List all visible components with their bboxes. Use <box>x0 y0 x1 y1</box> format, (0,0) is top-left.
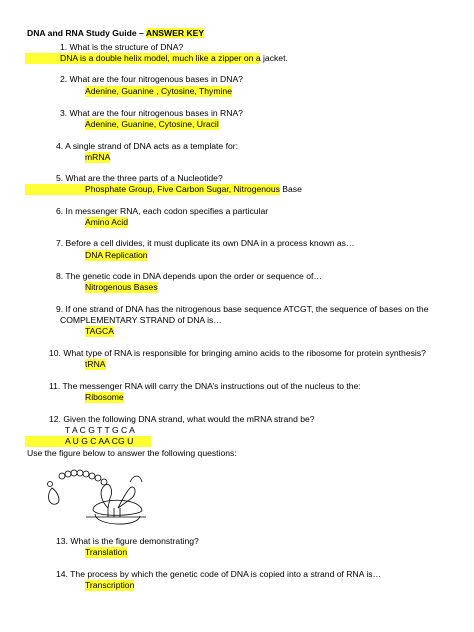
answer-6: Amino Acid <box>85 217 128 227</box>
title-prefix: DNA and RNA Study Guide – <box>27 28 146 38</box>
question-6: 6. In messenger RNA, each codon specifies a particular <box>56 206 269 216</box>
question-2: 2. What are the four nitrogenous bases in DNA? <box>60 74 243 84</box>
question-9-continued: COMPLEMENTARY STRAND of DNA is… <box>60 315 222 325</box>
dna-strand: T A C G T T G C A <box>65 425 135 435</box>
answer-8: Nitrogenous Bases <box>85 282 158 292</box>
question-11: 11. The messenger RNA will carry the DNA’s instructions out of the nucleus to the: <box>49 381 361 391</box>
question-1: 1. What is the structure of DNA? <box>60 42 184 52</box>
answer-9: TAGCA <box>85 326 114 336</box>
answer-2: Adenine, Guanine , Cytosine, Thymine <box>85 86 232 96</box>
answer-11: Ribosome <box>85 392 124 402</box>
answer-12: A U G C AA CG U <box>65 436 134 446</box>
question-14: 14. The process by which the genetic code of DNA is copied into a strand of RNA is… <box>56 569 382 579</box>
figure-intro: Use the figure below to answer the following questions: <box>27 448 237 458</box>
answer-7: DNA Replication <box>85 250 148 260</box>
question-10: 10. What type of RNA is responsible for bringing amino acids to the ribosome for protein synthesis? <box>49 348 426 358</box>
question-12: 12. Given the following DNA strand, what would the mRNA strand be? <box>49 414 315 424</box>
question-3: 3. What are the four nitrogenous bases in RNA? <box>60 108 243 118</box>
answer-14: Transcription <box>85 580 135 590</box>
question-9: 9. If one strand of DNA has the nitrogenous base sequence ATCGT, the sequence of bases on the <box>56 304 429 314</box>
question-5: 5. What are the three parts of a Nucleotide? <box>56 173 223 183</box>
answer-5: Phosphate Group, Five Carbon Sugar, Nitrogenous Base <box>85 184 302 194</box>
question-7: 7. Before a cell divides, it must duplicate its own DNA in a process known as… <box>56 238 355 248</box>
question-8: 8. The genetic code in DNA depends upon the order or sequence of… <box>56 271 322 281</box>
page-title <box>27 28 204 39</box>
answer-4: mRNA <box>85 152 111 162</box>
answer-3: Adenine, Guanine, Cytosine, Uracil <box>85 119 219 129</box>
answer-13: Translation <box>85 547 128 557</box>
answer-1: DNA is a double helix model, much like a zipper on a jacket. <box>60 53 288 63</box>
answer-10: tRNA <box>85 359 106 369</box>
question-13: 13. What is the figure demonstrating? <box>56 536 199 546</box>
question-4: 4. A single strand of DNA acts as a template for: <box>56 141 238 151</box>
translation-figure-icon <box>38 462 148 532</box>
answer-key-label: ANSWER KEY <box>145 28 205 38</box>
